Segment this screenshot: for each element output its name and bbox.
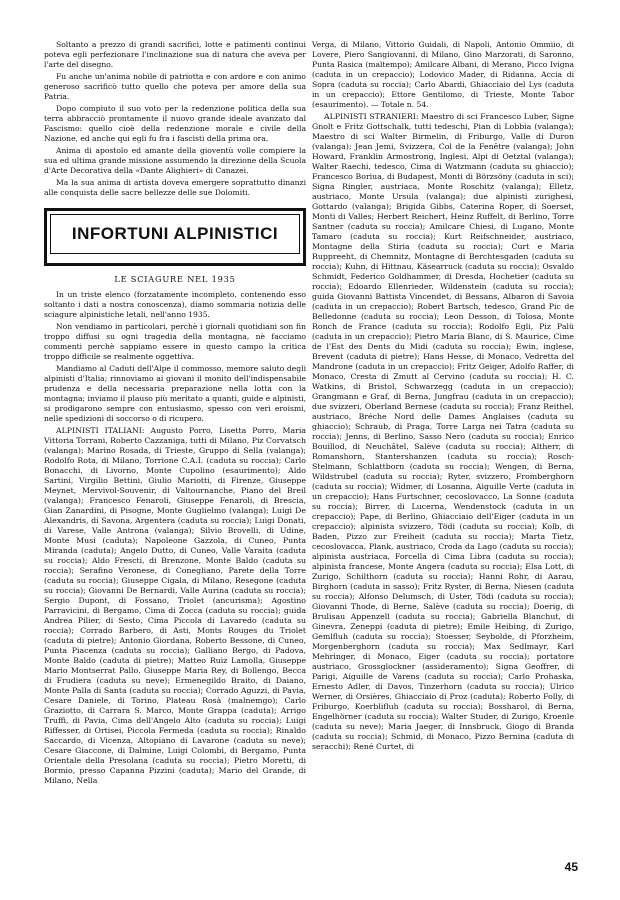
paragraph: Soltanto a prezzo di grandi sacrifici, lotte e patimenti continui poteva egli perfezionare l'inclinazione sua di natura che aveva per l'arte del disegno. <box>44 40 306 69</box>
right-column <box>312 40 574 754</box>
paragraph: Mandiamo al Caduti dell'Alpe il commosso, memore saluto degli alpinisti d'Italia; rinnoviamo ai giovani il monito dell'indispensabile prudenza e della necessaria preparazione nella lotta con la montagna; inviamo il plauso più meritato a quanti, guide e alpinisti, si prodigarono sempre con entusiasmo, spesso con veri eroismi, nelle spedizioni di soccorso o di ricupero. <box>44 364 306 423</box>
page-number: 45 <box>564 860 578 874</box>
left-column <box>44 40 306 788</box>
paragraph: Verga, di Milano, Vittorio Guidali, di Napoli, Antonio Ommiio, di Lovere, Piero Sangiovanni, di Milano, Gino Marzorati, di Saronno, Punta Rasica (maltempo); Amilcare Albani, di Merano, Picco Ivigna (caduta in un crepaccio); Lodovico Mader, di Ridanna, Accia di Sopra (caduta su roccia); Carlo Abardi, Ghiacciaio del Lys (caduta in un crepaccio); Ettore Gentilomo, di Trieste, Monte Tabor (esaurimento). — Totale n. 54. <box>312 40 574 109</box>
foreign-climbers-text: Maestro di sci Francesco Luber, Signe Gnolt e Fritz Gottschalk, tutti tedeschi, Pian di Lobbia (valanga); Maestro di sci Walter Birmelin, di Friburgo, Valle di Duron (valanga); Jean Jemi, Svizzera, Col de la Fenêtre (valanga); John Howard, Franklin Armostrong, Inglesi, Alpi di Oetztal (valanga); Walter Raechi, tedesco, Cima di Watzmann (caduta su ghiaccio); Francesco Boriua, di Budapest, Monti di Börzsöny (caduta in sci); Signa Ringler, austriaca, Monte Roschitz (valanga); Elletz, austriaco, Monte Ursula (valanga); due alpinisti zurighesi, Gottardo (valanga); Brigida Gibbs, Caterina Roper, di Soerset, Monti di Valles; Herbert Reichert, Heinz Ruffelt, di Berlino, Torre Santner (caduta su roccia); Amilcare Chiesi, di Lugano, Monte Tamaro (caduta su roccia); Kurt Reifschneider, austriaco, Montagne della Stiria (caduta su roccia); Curt e Maria Ruppreeht, di Chemnitz, Montagne di Berchtesgaden (caduta su roccia); Kuhn, di Hittnau, Käsearruck (caduta su roccia); Osvaldo Schmidt, Federico Goldhammer, di Dresda, Hochetier (caduta su roccia); Edoardo Ellenrieder, Wildenstein (caduta su roccia); guida Giovanni Battista Vincendet, di Bessans, Albaron di Savoia (caduta in un crepaccio); Robert Bartsch, tedesco, Grand Pic de Belledonne (caduta su roccia); Leon Desson, di Tolosa, Monte Ronch de France (caduta su roccia); Rodolfo Egli, Piz Palü (caduta in un crepaccio); Pietro Maria Blanc, di S. Maurice, Cime de l'Est des Dents du Midi (caduta su roccia); Ewin, inglese, Brevent (caduta di pietre); Hans Hesse, di Monaco, Vedretta del Mandrone (caduta in un crepaccio); Fritz Geiger, Adolfo Raffer, di Monaco, Cresta di Zmutt al Cervino (caduta su roccia); H. C. Watkins, di Bristol, Schwarzegg (caduta in un crepaccio); Grangmann e Graf, di Berna, Jungfrau (caduta in un crepaccio); due svizzeri, Oberland Bernese (caduta su roccia); Franz Reithel, austriaco, Bréche Nord delle Dames Anglaises (caduta su ghiaccio); Schraub, di Praga, Torre Larga nei Tatra (caduta su roccia); Jenns, di Berlino, Sasso Nero (caduta su roccia); Enrico Bouillod, di Neuchâtel, Salève (caduta su roccia); Altherr, di Romanshorn, Stantershanzen (caduta su roccia); Rosch-Stelmann, Schlattborn (caduta su roccia); Wengen, di Berna, Wildstrubel (caduta su roccia); Ryter, svizzero, Fromberghorn (caduta su roccia); Widmer, di Losanna, Aiguille Verte (caduta in un crepaccio); Hans Furtschner, cecoslovacco, La Sonne (caduta su roccia); Birrer, di Lucerna, Wendenstock (caduta in un crepaccio); Pape, di Berlino, Ghiacciaio dell'Eiger (caduta in un crepaccio); alpinista svizzero, Tödi (caduta su roccia); Kolb, di Baden, Pizzo zur Freiheit (caduta su roccia); Marta Tietz, cecoslovacca, Plank, austriaco, Croda da Lago (caduta su roccia); alpinista austriaca, Forcella di Cima Libra (caduta su roccia); alpinista francese, Monte Angera (caduta su roccia); Elsa Lott, di Zurigo, Schilthorn (caduta su roccia); Hanni Rohr, di Aarau, Birghorn (caduta in sasso); Fritz Ryster, di Berna, Niesen (caduta su roccia); Alfonso Delumsch, di Uster, Tödi (caduta su roccia); Giovanni Thode, di Berne, Salève (caduta su roccia); Doerig, di Brulisau Appenzell (caduta su roccia); Gabriella Blanchut, di Ginevra, Zeneppi (caduta di pietre); Emile Heibing, di Zurigo, Gemlfluh (caduta su roccia); Stoesser, Seybolde, di Pforzheim, Morgenberghorn (caduta su roccia); Max Sedlmayr, Karl Mehringer, di Monaco, Eiger (caduta su roccia); portatore austriaco, Grossglockner (assideramento); Signa Geoffrer, di Parigi, Aiguille de Varens (caduta su roccia); Carlo Prohaska, Ernesto Adler, di Davos, Tinzerhorn (caduta su roccia); Ulrico Werner, di Orsières, Ghiacciaio di Proz (caduta); Roberto Folly, di Friburgo, Koerblifluh (caduta su roccia); Bossharol, di Berna, Engelhörner (caduta su roccia); Walter Studer, di Zurigo, Kroenle (caduta su neve); Maria Jaeger, di Innsbruck, Giogo di Branda (caduta su roccia); Schmid, di Monaco, Pizzo Bernina (caduta di seracchi); René Curtet, di <box>312 112 574 751</box>
paragraph: Dopo compiuto il suo voto per la redenzione politica della sua terra abbracciò prontamente il nuovo grande ideale avanzato dal Fascismo: quello cioè della redenzione morale e civile della Nazione, ed anche qui egli fu fra i fascisti della prima ora. <box>44 104 306 143</box>
paragraph: In un triste elenco (forzatamente incompleto, contenendo esso soltanto i dati a nostra conoscenza), diamo sommaria notizia delle sciagure alpinistiche letali, nell'anno 1935. <box>44 290 306 319</box>
italian-climbers-heading: ALPINISTI ITALIANI: <box>56 426 145 435</box>
paragraph: Non vendiamo in particolari, perchè i giornali quotidiani son fin troppo diffusi su ogni tragedia della montagna, nè facciamo commenti perchè sappiamo essere in questo campo la critica troppo difficile se realmente oggettiva. <box>44 322 306 361</box>
foreign-climbers-list <box>312 112 574 752</box>
foreign-climbers-heading: ALPINISTI STRANIERI: <box>324 112 419 121</box>
article-subheading: LE SCIAGURE NEL 1935 <box>114 274 236 284</box>
section-title: INFORTUNI ALPINISTICI <box>71 224 279 243</box>
italian-climbers-list <box>44 426 306 786</box>
section-banner <box>44 208 306 266</box>
paragraph: Fu anche un'anima nobile di patriotta e con ardore e con animo generoso sacrificò tutto quello che poteva per amore della sua Patria. <box>44 72 306 101</box>
paragraph: Anima di apostolo ed amante della gioventù volle compiere la sua ed ultima grande missione assumendo la direzione della Scuola d'Arte Decorativa della «Dante Alighieri» di Canazei. <box>44 146 306 175</box>
italian-climbers-text: Augusto Porro, Lisetta Porro, Maria Vittoria Torrani, Roberto Cazzaniga, tutti di Milano, Piz Corvatsch (valanga); Marino Rosada, di Trieste, Gruppo di Sella (valanga); Rodolfo Rota, di Milano, Torrione C.A.I. (caduta su roccia); Carlo Bonacchi, di Livorno, Monte Cupolino (esaurimento); Aldo Sartini, Virgilio Bettini, Giulio Mariotti, di Firenze, Giuseppe Meynet, Mervivol-Souvenir, di Valtournanche, Piano del Breil (valanga); Francesco Fenaroli, Giuseppe Fenaroli, di Brescia, Gian Zanardini, di Pisogne, Monte Guglielmo (valanga); Luigi De Alexandris, di Savona, Argentera (caduta su roccia); Luigi Donati, di Varese, Valle Antrona (valanga); Silvio Brovelli, di Udine, Monte Musi (caduta); Napoleone Gazzola, di Cuneo, Punta Miranda (caduta); Angelo Dutto, di Cuneo, Valle Varaita (caduta su roccia); Aldo Frescti, di Brenzone, Monte Baldo (caduta su roccia); Serafino Veronese, di Conegliano, Parete della Torre (caduta su roccia); Giuseppe Cigala, di Milano, Resegone (caduta su roccia); Giovanni De Bernardi, Valle Aurina (caduta su roccia); Sergio Dupont, di Fossano, Triolet (ancurisma); Agostino Parravicini, di Bergamo, Cima di Zocca (caduta su roccia); guida Andrea Pilier, di Sesto, Cima Piccola di Lavaredo (caduta su roccia); Corrado Barbero, di Asti, Monts Rouges du Triolet (caduta di pietre); Antonio Giordana, Roberto Bessone, di Cuneo, Punta Piacenza (caduta su roccia); Galliano Bergo, di Padova, Monte Baldo (caduta di pietre); Matteo Ruiz Lamolla, Giuseppe Mario Montserrat Pallo, Giuseppe Maria Rey, di Bollengo, Becca di Frudiera (caduta su neve); Ermenegildo Braito, di Daiano, Monte Palla di Santa (caduta su roccia); Corrado Aguzzi, di Pavia, Cesare Daniele, di Torino, Plateau Rosà (malnemgo); Carlo Graziotto, di Carrara S. Marco, Monte Grappa (caduta); Arrigo Truffi, di Pavia, Cima dell'Angelo Alto (caduta su roccia); Luigi Riffesser, di Ortisei, Piccola Fermeda (caduta su roccia); Rinaldo Saccardo, di Vicenza, Altopiano di Lavarone (caduta su neve); Cesare Giaccone, di Dalmine, Luigi Colombi, di Bergamo, Punta Orientale della Presolana (caduta su roccia); Pietro Moretti, di Bormio, presso Capanna Pizzini (caduta); Mario del Grande, di Milano, Nella <box>44 426 306 785</box>
paragraph: Ma la sua anima di artista doveva emergere soprattutto dinanzi alle conquista delle sacre bellezze delle sue Dolomiti. <box>44 178 306 197</box>
section-banner-inner <box>50 214 300 254</box>
